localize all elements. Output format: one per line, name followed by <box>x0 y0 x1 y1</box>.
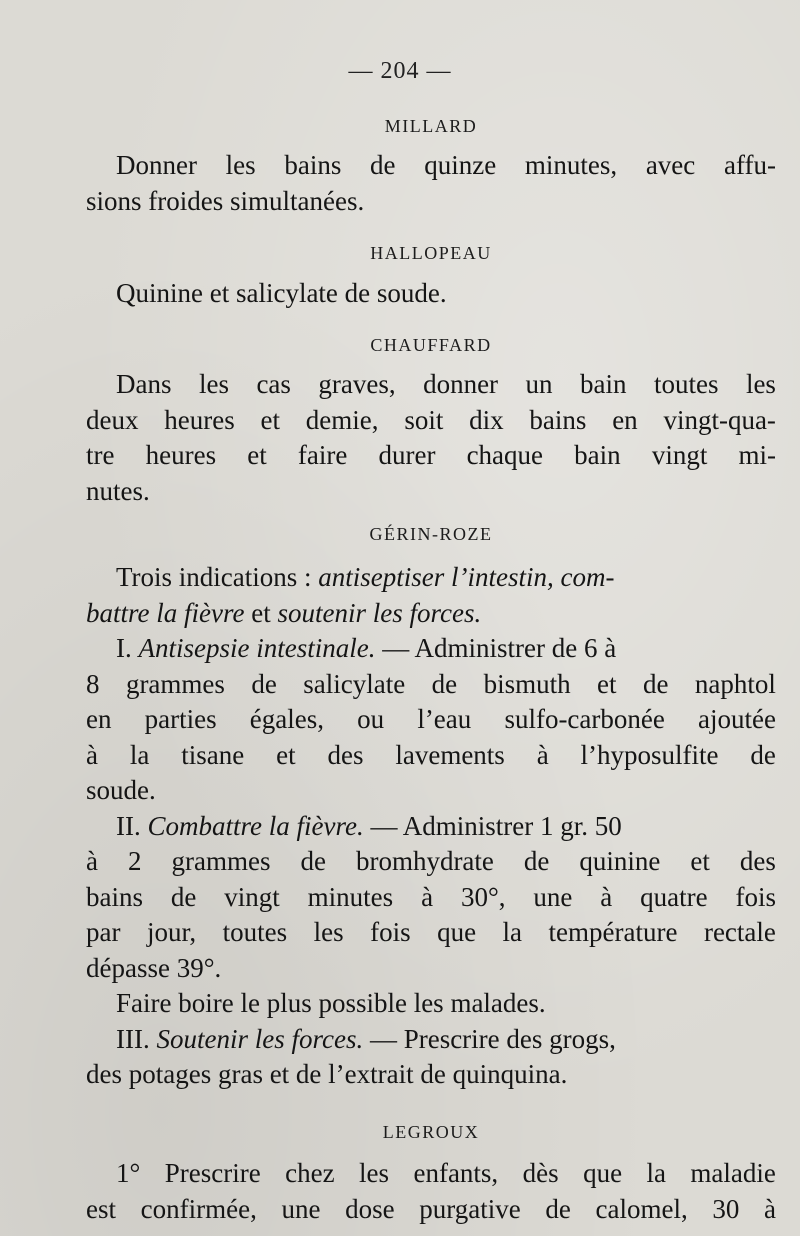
word: affu- <box>723 150 776 180</box>
plain-text: — Administrer 1 gr. 50 <box>363 810 622 841</box>
word: un <box>525 369 553 399</box>
word: vingt <box>651 440 708 470</box>
word: les <box>198 369 229 399</box>
word: minutes, <box>524 150 618 180</box>
word: de <box>642 668 669 699</box>
section-body-millard <box>86 148 776 219</box>
word: et <box>247 440 267 470</box>
word: les <box>225 150 256 180</box>
text-line: soude. <box>86 775 156 805</box>
word: dès <box>522 1158 559 1188</box>
word: faire <box>297 440 348 470</box>
word: heures <box>164 404 235 435</box>
word: de <box>300 846 326 876</box>
word: à <box>86 846 98 876</box>
italic-text: Soutenir les forces. <box>156 1023 364 1054</box>
word: quatre <box>640 881 708 912</box>
word: et <box>276 739 296 770</box>
word: tisane <box>181 739 245 770</box>
section-heading-chauffard: CHAUFFARD <box>370 335 492 355</box>
text-line: Faire boire le plus possible les malades. <box>116 988 546 1018</box>
word: une <box>533 881 573 912</box>
word: purgative <box>419 1193 521 1224</box>
word: bismuth <box>483 668 571 699</box>
text-line <box>86 738 776 774</box>
word: à <box>536 739 549 770</box>
word: une <box>281 1193 321 1224</box>
word: 8 <box>86 668 100 699</box>
word: de <box>431 668 458 699</box>
text-line <box>86 844 776 880</box>
word: ou <box>357 704 385 734</box>
word: des <box>739 846 776 876</box>
word: Dans <box>116 369 172 399</box>
word: et <box>597 668 617 699</box>
text-line <box>86 915 776 951</box>
italic-text: battre la fièvre <box>86 597 245 628</box>
word: bains <box>86 881 143 912</box>
plain-text: — Prescrire des grogs, <box>363 1023 616 1054</box>
word: parties <box>144 704 217 734</box>
italic-text: antiseptiser l’intestin, com- <box>318 562 615 592</box>
word: bain <box>574 440 621 470</box>
word: fois <box>370 917 411 947</box>
word: deux <box>86 404 139 435</box>
section-body-hallopeau <box>86 276 776 312</box>
text-line <box>86 438 776 474</box>
word: mi- <box>738 440 776 470</box>
word: enfants, <box>413 1158 499 1188</box>
word: bains <box>529 404 587 435</box>
word: de <box>370 150 396 180</box>
word: de <box>251 668 277 699</box>
text-line <box>86 1022 776 1058</box>
word: égales, <box>249 704 324 734</box>
text-line <box>86 403 776 439</box>
section-body-gerin-roze <box>86 560 776 1093</box>
word: 2 <box>127 846 142 876</box>
word: grammes <box>171 846 271 876</box>
page-number: — 204 — <box>348 58 452 84</box>
word: jour, <box>146 917 197 947</box>
word: Donner <box>116 150 197 180</box>
text-line <box>86 631 776 667</box>
word: donner <box>423 369 499 399</box>
word: rectale <box>703 917 776 947</box>
word: heures <box>145 440 217 470</box>
italic-text: Combattre la fièvre. <box>147 810 364 841</box>
text-line <box>86 148 776 184</box>
word: vingt <box>224 881 280 912</box>
italic-text: Antisepsie intestinale. <box>138 633 376 663</box>
word: par <box>86 917 121 947</box>
word: est <box>86 1193 116 1224</box>
plain-text: et <box>244 597 278 628</box>
word: dose <box>345 1193 395 1224</box>
word: fois <box>735 881 776 912</box>
word: de <box>750 739 776 770</box>
word: que <box>583 1158 623 1188</box>
word: avec <box>645 150 696 180</box>
word: bromhydrate <box>355 846 494 876</box>
word: température <box>548 917 678 947</box>
word: et <box>260 404 281 435</box>
word: quinine <box>579 846 661 876</box>
text-line: dépasse 39°. <box>86 952 222 983</box>
plain-text: Trois indications : <box>116 562 319 592</box>
word: calomel, <box>595 1193 688 1224</box>
plain-text: — Administrer de 6 à <box>375 633 617 663</box>
text-line <box>86 702 776 738</box>
word: 30 <box>712 1193 740 1224</box>
word: les <box>313 917 344 947</box>
section-body-legroux <box>86 1156 776 1227</box>
word: l’eau <box>417 704 472 734</box>
word: les <box>745 369 776 399</box>
word: salicylate <box>303 668 406 699</box>
text-line <box>86 809 776 845</box>
word: lavements <box>395 739 505 770</box>
word: Prescrire <box>164 1158 261 1188</box>
word: chez <box>285 1158 335 1188</box>
text-line <box>86 1156 776 1192</box>
word: sulfo-carbonée <box>504 704 665 734</box>
word: bains <box>284 150 342 180</box>
word: vingt-qua- <box>663 404 776 435</box>
text-line: nutes. <box>86 475 150 506</box>
word: dix <box>469 404 504 435</box>
word: ajoutée <box>698 704 776 734</box>
italic-text: soutenir les forces. <box>277 597 482 628</box>
text-line: sions froides simultanées. <box>86 185 365 216</box>
section-heading-legroux: LEGROUX <box>382 1122 480 1142</box>
word: minutes <box>307 881 394 912</box>
word: à <box>421 881 434 912</box>
word: la <box>502 917 523 947</box>
roman-numeral: III. <box>116 1023 157 1054</box>
word: chaque <box>466 440 544 470</box>
text-line: des potages gras et de l’extrait de quinquina. <box>86 1059 568 1089</box>
word: et <box>690 846 710 876</box>
word: quinze <box>424 150 497 180</box>
word: naphtol <box>694 668 776 699</box>
word: maladie <box>690 1158 776 1188</box>
word: tre <box>86 440 115 470</box>
text-line <box>86 667 776 703</box>
word: de <box>170 881 197 912</box>
text-line <box>86 367 776 403</box>
word: toutes <box>653 369 719 399</box>
word: demie, <box>305 404 379 435</box>
word: en <box>612 404 638 435</box>
word: 30°, <box>460 881 506 912</box>
section-heading-gerin-roze: GÉRIN-ROZE <box>369 524 493 544</box>
word: de <box>545 1193 571 1224</box>
word: de <box>523 846 550 876</box>
word: grammes <box>125 668 225 699</box>
text-line <box>86 880 776 916</box>
text-line <box>86 560 776 596</box>
text-line <box>86 1192 776 1228</box>
text-line: Quinine et salicylate de soude. <box>116 278 447 308</box>
word: bain <box>580 369 627 399</box>
word: cas <box>256 369 291 399</box>
word: confirmée, <box>140 1193 257 1224</box>
word: graves, <box>318 369 396 399</box>
word: 1° <box>116 1158 141 1188</box>
word: les <box>359 1158 390 1188</box>
word: des <box>327 739 364 770</box>
word: à <box>600 881 613 912</box>
word: l’hyposulfite <box>580 739 719 770</box>
word: soit <box>404 404 444 435</box>
word: la <box>129 739 150 770</box>
word: à <box>86 739 98 770</box>
section-body-chauffard <box>86 367 776 509</box>
word: que <box>437 917 477 947</box>
word: en <box>86 704 112 734</box>
section-heading-hallopeau: HALLOPEAU <box>370 243 492 263</box>
section-heading-millard: MILLARD <box>384 116 478 136</box>
text-line <box>86 596 776 632</box>
roman-numeral: I. <box>116 633 139 663</box>
word: durer <box>378 440 436 470</box>
word: la <box>646 1158 666 1188</box>
roman-numeral: II. <box>116 810 148 841</box>
word: à <box>763 1193 776 1224</box>
word: toutes <box>222 917 288 947</box>
